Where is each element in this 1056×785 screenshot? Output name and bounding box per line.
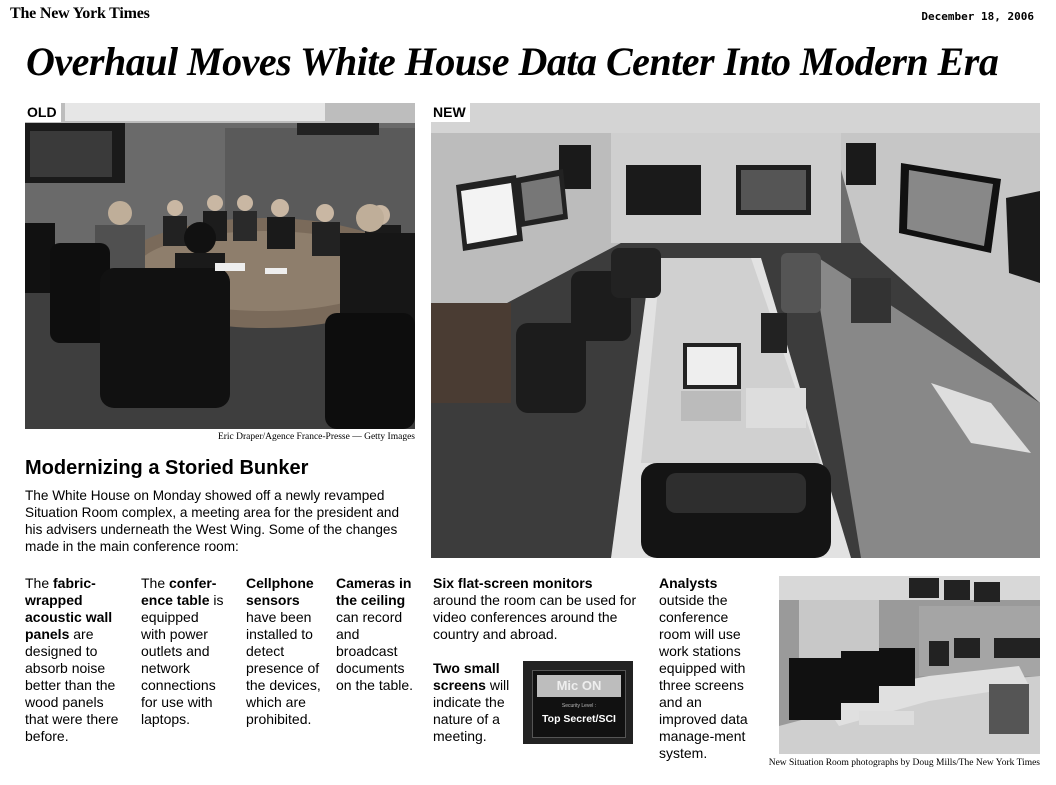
- old-photo-credit: Eric Draper/Agence France-Presse — Getty Images: [217, 432, 415, 442]
- col1-bold: fabric-wrapped acoustic wall panels: [25, 575, 113, 642]
- col4-bold: Cameras in the ceiling: [336, 575, 412, 608]
- col6-post: will indicate the nature of a meeting.: [433, 677, 510, 744]
- col4-post: can record and broadcast documents on the table.: [336, 609, 414, 693]
- headline: Overhaul Moves White House Data Center Into Modern Era: [26, 39, 999, 84]
- column-wall-panels: [25, 575, 125, 745]
- col3-bold: Cellphone sensors: [246, 575, 314, 608]
- date: December 18, 2006: [921, 10, 1034, 23]
- column-analysts: [659, 575, 759, 762]
- col2-bold: confer-ence table: [141, 575, 217, 608]
- col1-post: are designed to absorb noise better than the wood panels that were there before.: [25, 626, 119, 744]
- new-label: NEW: [431, 103, 470, 122]
- sign-photo: [523, 661, 633, 744]
- workstation-photo: [779, 576, 1040, 754]
- old-label: OLD: [25, 103, 61, 122]
- col3-post: have been installed to detect presence of the devices, which are prohibited.: [246, 609, 321, 727]
- column-small-screens: [433, 660, 519, 745]
- col2-pre: The: [141, 575, 170, 591]
- col2-post: is equipped with power outlets and network connections for use with laptops.: [141, 592, 224, 727]
- new-photo-credit: New Situation Room photographs by Doug Mills/The New York Times: [768, 758, 1040, 768]
- sign-security-level: Security Level :: [561, 703, 597, 709]
- old-photo: [25, 103, 415, 429]
- col7-bold: Analysts: [659, 575, 718, 591]
- sign-top-secret: Top Secret/SCI: [542, 713, 616, 725]
- col1-pre: The: [25, 575, 54, 591]
- masthead: The New York Times: [10, 5, 150, 22]
- col5-post: around the room can be used for video conferences around the country and abroad.: [433, 592, 637, 642]
- col5-bold: Six flat-screen monitors: [433, 575, 593, 591]
- subhead: Modernizing a Storied Bunker: [25, 457, 309, 479]
- new-photo: [431, 103, 1040, 558]
- col7-post: outside the conference room will use work stations equipped with three screens and an improved data manage-ment system.: [659, 592, 748, 761]
- col6-bold: Two small screens: [433, 660, 500, 693]
- column-flat-screens: [433, 575, 638, 643]
- column-cameras: [336, 575, 416, 694]
- column-cellphone-sensors: [246, 575, 324, 728]
- intro-paragraph: The White House on Monday showed off a newly revamped Situation Room complex, a meeting area for the president and his advisers underneath the West Wing. Some of the changes made in the main conference room:: [25, 488, 400, 554]
- sign-mic-on: Mic ON: [537, 675, 621, 697]
- column-conference-table: [141, 575, 225, 728]
